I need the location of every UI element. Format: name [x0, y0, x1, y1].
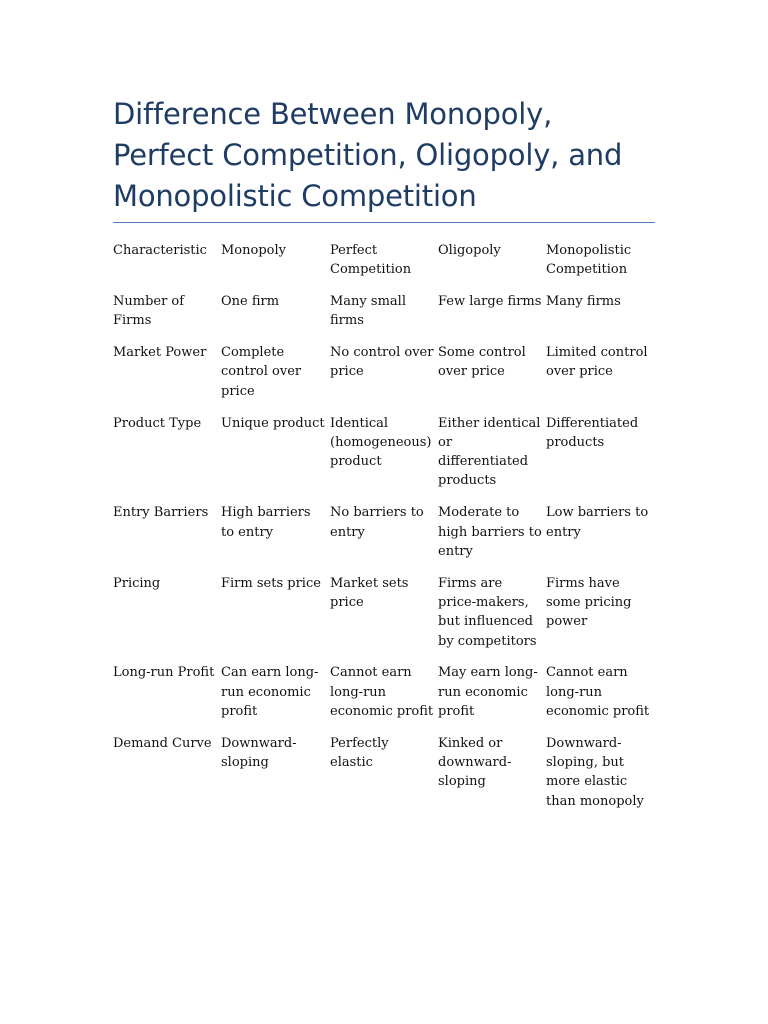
table-cell: Downward-sloping, but more elastic than monopoly: [546, 735, 644, 809]
comparison-table: [113, 241, 655, 823]
table-body: [113, 292, 655, 823]
table-cell: Identical (homogeneous) product: [330, 415, 432, 470]
title-underline-divider: [113, 222, 655, 223]
table-cell: Low barriers to entry: [546, 505, 649, 540]
table-cell: Many small firms: [330, 294, 406, 329]
column-header-oligopoly: Oligopoly: [438, 243, 501, 258]
table-cell: No barriers to entry: [330, 505, 424, 540]
column-header-monopolistic-competition: Monopolistic Competition: [546, 243, 632, 278]
table-row: [113, 663, 655, 733]
table-row: [113, 503, 655, 573]
table-row: [113, 574, 655, 664]
table-cell: One firm: [221, 294, 280, 310]
table-cell: May earn long-run economic profit: [438, 665, 538, 719]
row-label-cell: Product Type: [113, 415, 202, 431]
table-cell: Firms have some pricing power: [546, 575, 632, 630]
table-row: [113, 734, 655, 824]
table-cell: Limited control over price: [546, 345, 648, 380]
row-label-cell: Market Power: [113, 345, 207, 361]
table-header: [113, 241, 655, 292]
table-row: [113, 292, 655, 343]
table-cell: Cannot earn long-run economic profit: [330, 665, 434, 719]
table-cell: Many firms: [546, 294, 621, 310]
row-label-cell: Entry Barriers: [113, 505, 209, 521]
table-cell: Downward-sloping: [221, 735, 297, 771]
table-cell: Few large firms: [438, 294, 542, 310]
table-cell: No control over price: [330, 345, 434, 380]
row-label-cell: Long-run Profit: [113, 665, 215, 681]
table-cell: Unique product: [221, 415, 325, 431]
table-row: [113, 343, 655, 413]
row-label-cell: Number of Firms: [113, 294, 185, 329]
document-title: Difference Between Monopoly, Perfect Competition, Oligopoly, and Monopolistic Competition: [113, 97, 623, 213]
row-label-cell: Demand Curve: [113, 735, 212, 751]
table-cell: Can earn long-run economic profit: [221, 665, 319, 719]
table-cell: High barriers to entry: [221, 505, 311, 540]
table-cell: Perfectly elastic: [330, 735, 389, 771]
table-header-row: [113, 241, 655, 292]
table-cell: Moderate to high barriers to entry: [438, 505, 542, 559]
column-header-characteristic: Characteristic: [113, 243, 207, 258]
table-cell: Some control over price: [438, 345, 526, 380]
table-cell: Firm sets price: [221, 575, 321, 591]
table-cell: Firms are price-makers, but influenced by competitors: [438, 575, 537, 649]
table-cell: Complete control over price: [221, 345, 302, 399]
table-cell: Cannot earn long-run economic profit: [546, 665, 650, 719]
column-header-perfect-competition: Perfect Competition: [330, 243, 412, 278]
table-cell: Either identical or differentiated products: [438, 415, 541, 489]
table-cell: Kinked or downward-sloping: [438, 735, 512, 790]
row-label-cell: Pricing: [113, 575, 161, 591]
document-page: [113, 94, 655, 823]
column-header-monopoly: Monopoly: [221, 243, 286, 258]
table-cell: Market sets price: [330, 575, 409, 610]
table-row: [113, 414, 655, 504]
table-cell: Differentiated products: [546, 415, 639, 450]
